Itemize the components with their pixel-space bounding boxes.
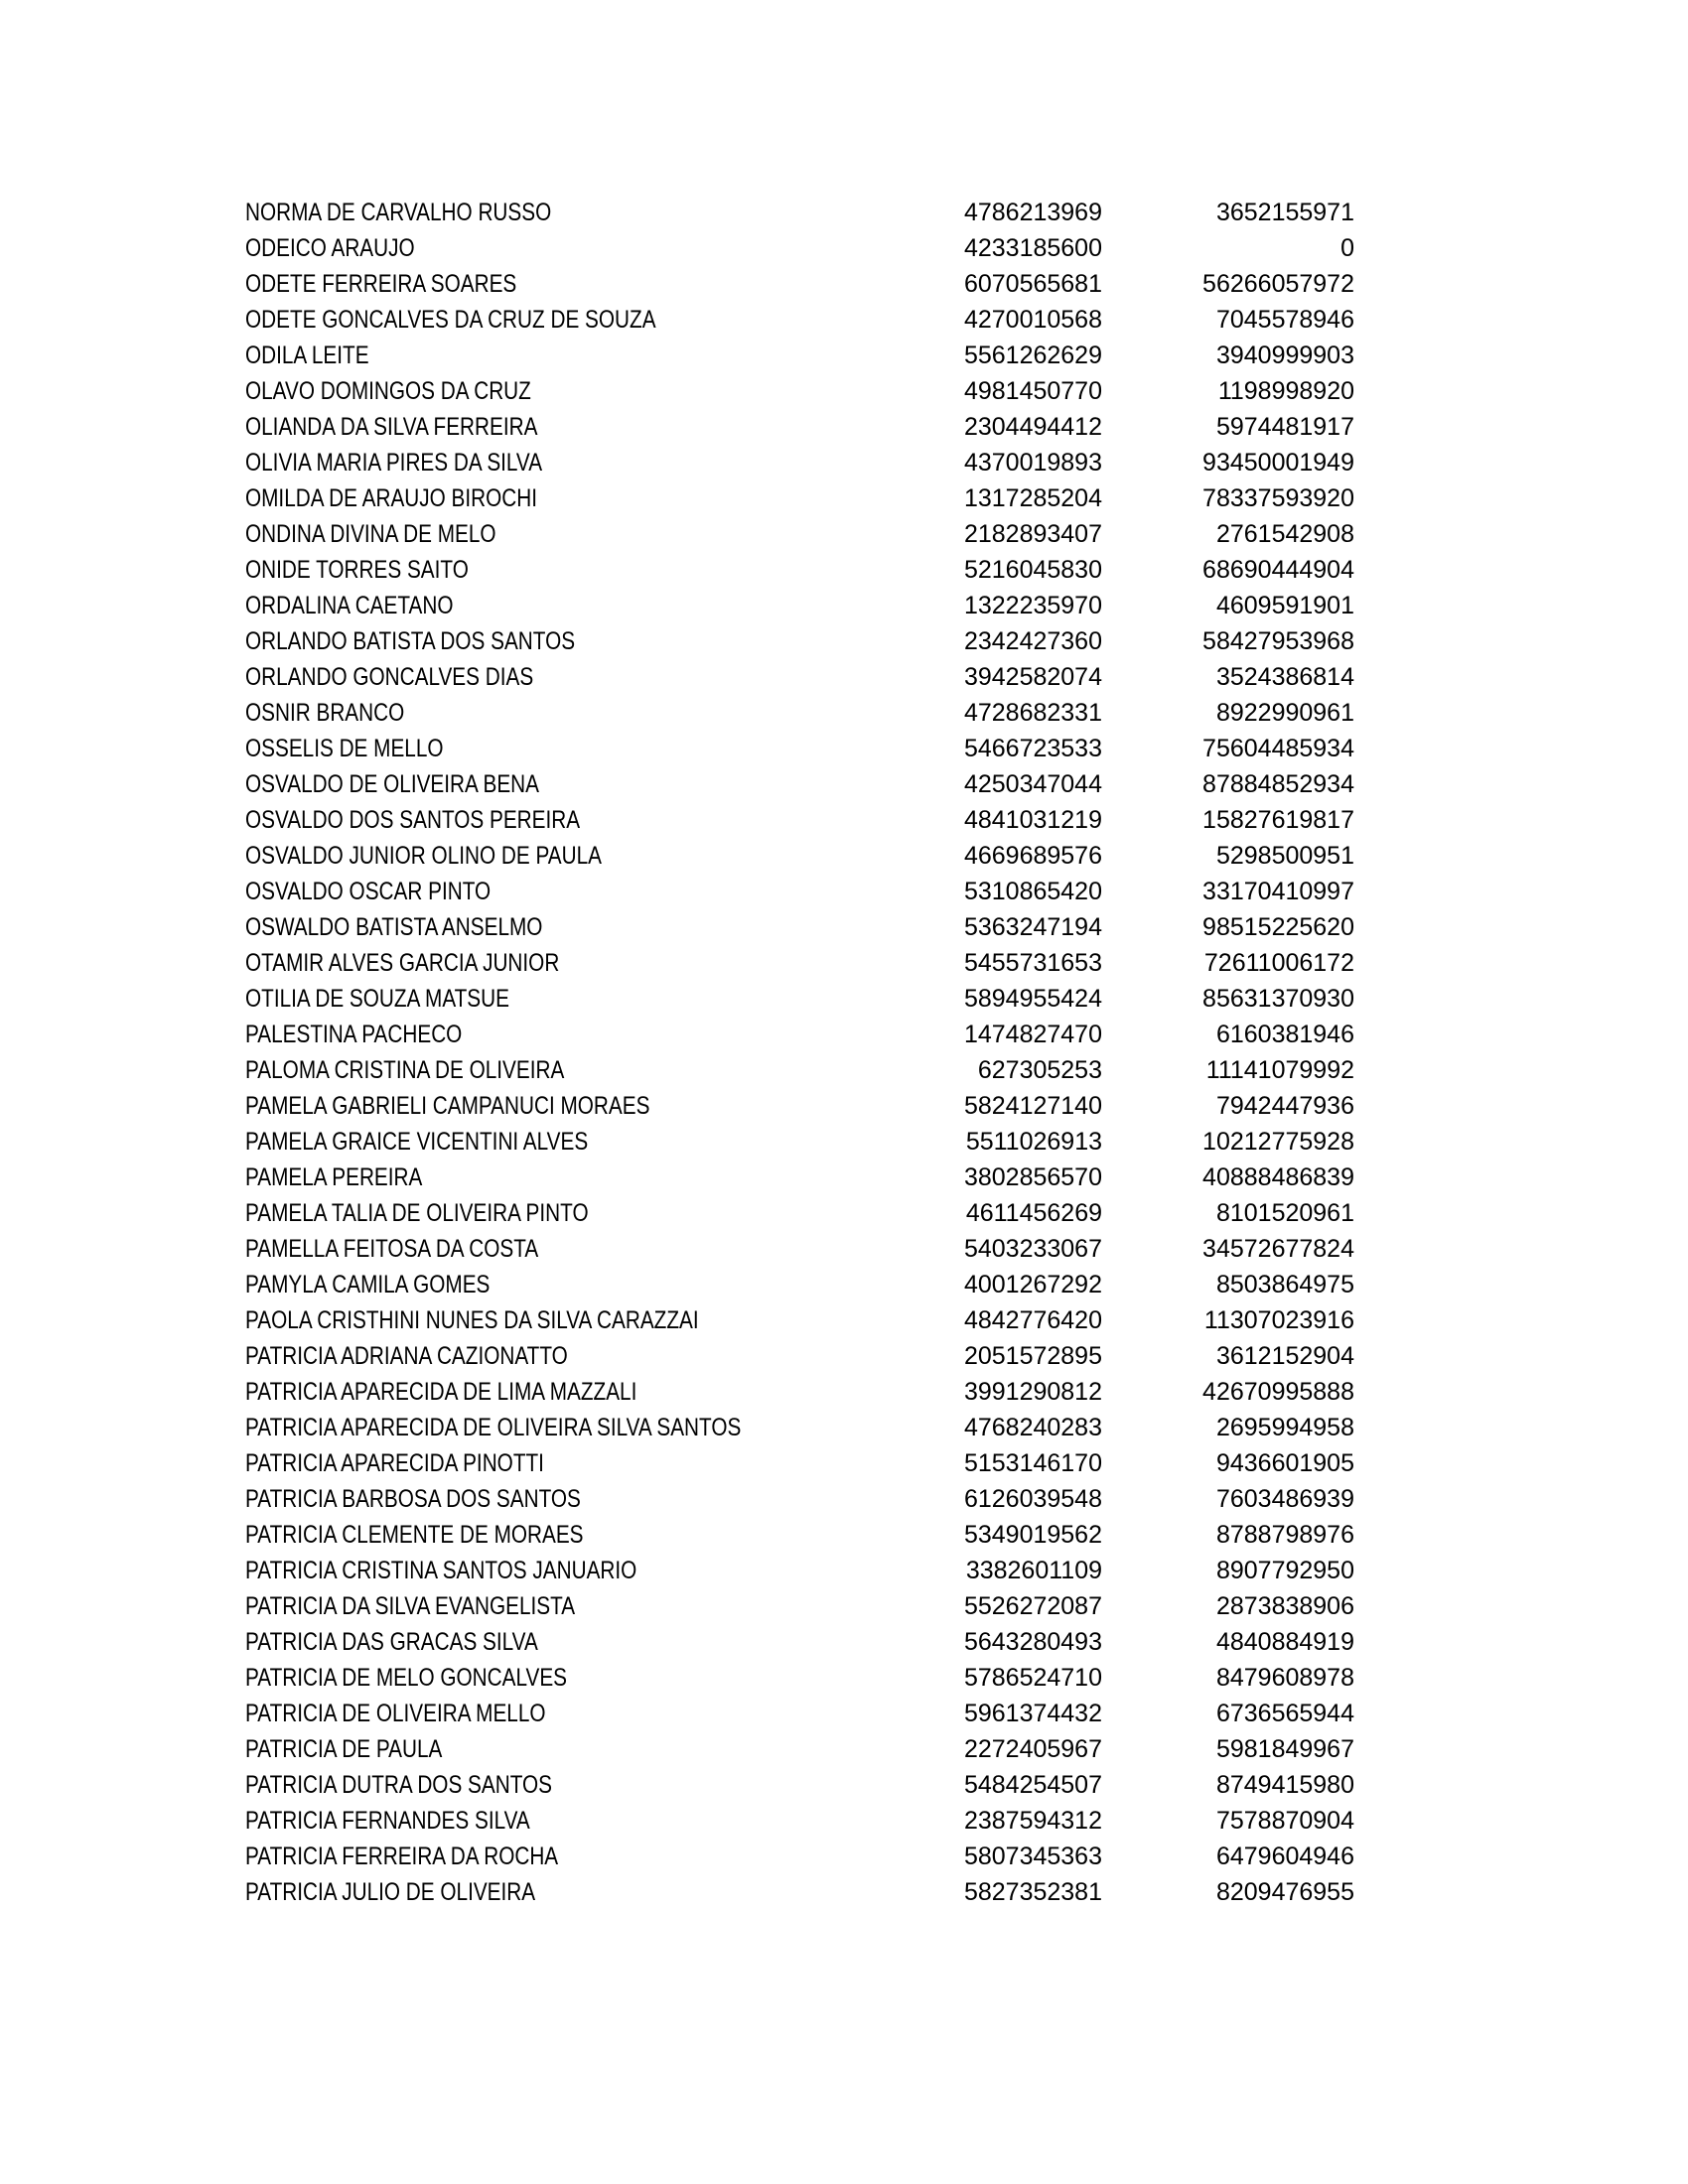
row-name: OSNIR BRANCO — [245, 699, 405, 727]
row-name: PATRICIA DA SILVA EVANGELISTA — [245, 1592, 576, 1620]
table-row — [245, 480, 1354, 516]
row-value-1: 627305253 — [977, 1056, 1102, 1084]
row-value-1: 5561262629 — [963, 341, 1102, 369]
row-value-1: 5526272087 — [963, 1592, 1102, 1620]
row-value-2: 2761542908 — [1215, 520, 1354, 548]
row-value-1: 3991290812 — [963, 1378, 1102, 1406]
table-row — [245, 1660, 1354, 1696]
row-value-1: 2182893407 — [963, 520, 1102, 548]
row-value-2: 68690444904 — [1202, 556, 1354, 584]
table-row — [245, 1338, 1354, 1374]
table-row — [245, 695, 1354, 731]
row-value-1: 5216045830 — [963, 556, 1102, 584]
row-value-2: 3940999903 — [1215, 341, 1354, 369]
table-row — [245, 1052, 1354, 1088]
row-name: ORLANDO BATISTA DOS SANTOS — [245, 627, 576, 655]
row-value-1: 5363247194 — [963, 913, 1102, 941]
row-name: ONDINA DIVINA DE MELO — [245, 520, 496, 548]
row-value-2: 5974481917 — [1215, 413, 1354, 441]
table-row — [245, 552, 1354, 588]
row-value-1: 4669689576 — [963, 842, 1102, 870]
row-value-1: 4842776420 — [963, 1306, 1102, 1334]
row-value-2: 87884852934 — [1202, 770, 1354, 798]
table-row — [245, 373, 1354, 409]
row-value-2: 1198998920 — [1217, 377, 1354, 405]
row-name: ORDALINA CAETANO — [245, 592, 454, 619]
table-row — [245, 302, 1354, 338]
row-name: PALESTINA PACHECO — [245, 1021, 463, 1048]
row-value-2: 78337593920 — [1202, 484, 1354, 512]
row-name: PATRICIA DE MELO GONCALVES — [245, 1664, 568, 1692]
row-value-2: 0 — [1340, 234, 1354, 262]
row-name: PATRICIA DE PAULA — [245, 1735, 443, 1763]
table-row — [245, 1553, 1354, 1588]
row-name: PALOMA CRISTINA DE OLIVEIRA — [245, 1056, 565, 1084]
row-value-1: 3802856570 — [963, 1163, 1102, 1191]
table-row — [245, 945, 1354, 981]
row-name: OSSELIS DE MELLO — [245, 735, 444, 762]
row-value-2: 75604485934 — [1202, 735, 1354, 762]
row-value-2: 9436601905 — [1215, 1449, 1354, 1477]
row-value-1: 5824127140 — [963, 1092, 1102, 1120]
table-row — [245, 659, 1354, 695]
row-value-1: 1474827470 — [963, 1021, 1102, 1048]
row-name: OSVALDO JUNIOR OLINO DE PAULA — [245, 842, 602, 870]
table-row — [245, 1481, 1354, 1517]
row-value-1: 4981450770 — [963, 377, 1102, 405]
row-value-2: 7603486939 — [1215, 1485, 1354, 1513]
row-name: PATRICIA DUTRA DOS SANTOS — [245, 1771, 553, 1799]
row-value-2: 34572677824 — [1202, 1235, 1354, 1263]
row-name: OTAMIR ALVES GARCIA JUNIOR — [245, 949, 560, 977]
row-value-2: 4609591901 — [1215, 592, 1354, 619]
row-value-2: 2695994958 — [1215, 1414, 1354, 1441]
row-value-1: 5786524710 — [963, 1664, 1102, 1692]
row-name: OMILDA DE ARAUJO BIROCHI — [245, 484, 538, 512]
row-value-1: 4768240283 — [963, 1414, 1102, 1441]
row-name: PAMELA TALIA DE OLIVEIRA PINTO — [245, 1199, 589, 1227]
table-row — [245, 1624, 1354, 1660]
row-value-2: 98515225620 — [1202, 913, 1354, 941]
row-value-1: 5310865420 — [963, 878, 1102, 905]
row-name: ODETE FERREIRA SOARES — [245, 270, 517, 298]
table-row — [245, 766, 1354, 802]
row-value-1: 4841031219 — [963, 806, 1102, 834]
row-name: OTILIA DE SOUZA MATSUE — [245, 985, 509, 1013]
row-value-2: 8922990961 — [1215, 699, 1354, 727]
table-row — [245, 230, 1354, 266]
row-name: ODETE GONCALVES DA CRUZ DE SOUZA — [245, 306, 656, 334]
row-name: PATRICIA DE OLIVEIRA MELLO — [245, 1700, 546, 1727]
row-name: OSVALDO OSCAR PINTO — [245, 878, 492, 905]
row-value-1: 6126039548 — [963, 1485, 1102, 1513]
table-row — [245, 1517, 1354, 1553]
table-row — [245, 445, 1354, 480]
table-row — [245, 588, 1354, 623]
row-value-2: 72611006172 — [1203, 949, 1354, 977]
row-name: OLIANDA DA SILVA FERREIRA — [245, 413, 538, 441]
row-value-1: 3942582074 — [963, 663, 1102, 691]
row-value-1: 5455731653 — [963, 949, 1102, 977]
table-row — [245, 1088, 1354, 1124]
row-value-1: 5894955424 — [963, 985, 1102, 1013]
table-row — [245, 338, 1354, 373]
row-value-1: 5153146170 — [963, 1449, 1102, 1477]
table-row — [245, 266, 1354, 302]
row-value-2: 11141079992 — [1205, 1056, 1354, 1084]
row-value-2: 7578870904 — [1215, 1807, 1354, 1835]
row-value-1: 5466723533 — [963, 735, 1102, 762]
row-value-1: 2051572895 — [963, 1342, 1102, 1370]
table-row — [245, 1445, 1354, 1481]
row-name: PATRICIA APARECIDA PINOTTI — [245, 1449, 544, 1477]
table-row — [245, 1839, 1354, 1874]
row-value-1: 2304494412 — [963, 413, 1102, 441]
row-name: PATRICIA CRISTINA SANTOS JANUARIO — [245, 1557, 637, 1584]
table-row — [245, 516, 1354, 552]
table-row — [245, 1267, 1354, 1302]
row-value-1: 4786213969 — [963, 199, 1102, 226]
row-value-2: 58427953968 — [1202, 627, 1354, 655]
row-value-1: 4270010568 — [963, 306, 1102, 334]
row-value-2: 8503864975 — [1215, 1271, 1354, 1298]
row-value-2: 8209476955 — [1215, 1878, 1354, 1906]
table-row — [245, 909, 1354, 945]
table-row — [245, 1231, 1354, 1267]
row-value-2: 42670995888 — [1202, 1378, 1354, 1406]
row-value-2: 8907792950 — [1215, 1557, 1354, 1584]
row-value-2: 11307023916 — [1203, 1306, 1354, 1334]
row-value-1: 5807345363 — [963, 1843, 1102, 1870]
row-value-2: 5981849967 — [1215, 1735, 1354, 1763]
row-value-2: 3524386814 — [1215, 663, 1354, 691]
row-value-2: 56266057972 — [1202, 270, 1354, 298]
row-value-2: 8479608978 — [1215, 1664, 1354, 1692]
row-name: PAMELLA FEITOSA DA COSTA — [245, 1235, 539, 1263]
row-value-1: 5511026913 — [965, 1128, 1102, 1156]
row-name: OLIVIA MARIA PIRES DA SILVA — [245, 449, 543, 477]
records-table — [245, 195, 1354, 1910]
table-row — [245, 802, 1354, 838]
row-value-2: 8101520961 — [1215, 1199, 1354, 1227]
table-row — [245, 731, 1354, 766]
row-value-1: 5484254507 — [963, 1771, 1102, 1799]
table-row — [245, 1160, 1354, 1195]
row-value-2: 8749415980 — [1215, 1771, 1354, 1799]
row-name: PAMELA GRAICE VICENTINI ALVES — [245, 1128, 589, 1156]
row-name: PATRICIA JULIO DE OLIVEIRA — [245, 1878, 536, 1906]
row-name: PATRICIA FERREIRA DA ROCHA — [245, 1843, 559, 1870]
table-row — [245, 1017, 1354, 1052]
row-value-1: 3382601109 — [965, 1557, 1102, 1584]
row-value-2: 6160381946 — [1215, 1021, 1354, 1048]
row-name: OSVALDO DE OLIVEIRA BENA — [245, 770, 539, 798]
table-row — [245, 1302, 1354, 1338]
row-value-2: 2873838906 — [1215, 1592, 1354, 1620]
row-name: ODILA LEITE — [245, 341, 369, 369]
row-name: PAMELA PEREIRA — [245, 1163, 423, 1191]
row-name: ORLANDO GONCALVES DIAS — [245, 663, 534, 691]
row-value-1: 4370019893 — [963, 449, 1102, 477]
row-value-1: 4250347044 — [963, 770, 1102, 798]
table-row — [245, 838, 1354, 874]
row-value-2: 4840884919 — [1215, 1628, 1354, 1656]
row-value-1: 4611456269 — [965, 1199, 1102, 1227]
row-name: PAOLA CRISTHINI NUNES DA SILVA CARAZZAI — [245, 1306, 699, 1334]
row-value-2: 10212775928 — [1202, 1128, 1354, 1156]
row-value-2: 85631370930 — [1202, 985, 1354, 1013]
row-value-1: 1317285204 — [963, 484, 1102, 512]
row-value-2: 15827619817 — [1202, 806, 1354, 834]
row-value-1: 5827352381 — [963, 1878, 1102, 1906]
row-name: OSVALDO DOS SANTOS PEREIRA — [245, 806, 581, 834]
row-name: PATRICIA FERNANDES SILVA — [245, 1807, 530, 1835]
row-value-1: 4233185600 — [963, 234, 1102, 262]
table-row — [245, 1874, 1354, 1910]
table-row — [245, 1374, 1354, 1410]
table-row — [245, 1124, 1354, 1160]
row-name: ONIDE TORRES SAITO — [245, 556, 469, 584]
table-row — [245, 1410, 1354, 1445]
table-row — [245, 409, 1354, 445]
table-row — [245, 874, 1354, 909]
row-value-1: 5961374432 — [963, 1700, 1102, 1727]
row-value-2: 33170410997 — [1202, 878, 1354, 905]
row-value-1: 5643280493 — [963, 1628, 1102, 1656]
row-value-1: 2387594312 — [963, 1807, 1102, 1835]
row-name: PATRICIA DAS GRACAS SILVA — [245, 1628, 538, 1656]
row-value-1: 2342427360 — [963, 627, 1102, 655]
row-value-2: 7942447936 — [1215, 1092, 1354, 1120]
row-name: NORMA DE CARVALHO RUSSO — [245, 199, 552, 226]
table-row — [245, 1195, 1354, 1231]
row-name: ODEICO ARAUJO — [245, 234, 415, 262]
row-value-2: 6479604946 — [1215, 1843, 1354, 1870]
row-value-2: 6736565944 — [1215, 1700, 1354, 1727]
row-value-1: 4728682331 — [963, 699, 1102, 727]
row-value-2: 40888486839 — [1202, 1163, 1354, 1191]
table-row — [245, 1803, 1354, 1839]
row-value-2: 3652155971 — [1215, 199, 1354, 226]
row-value-1: 2272405967 — [963, 1735, 1102, 1763]
table-row — [245, 1731, 1354, 1767]
table-row — [245, 1767, 1354, 1803]
table-row — [245, 981, 1354, 1017]
row-name: OLAVO DOMINGOS DA CRUZ — [245, 377, 531, 405]
row-name: PAMELA GABRIELI CAMPANUCI MORAES — [245, 1092, 650, 1120]
row-value-1: 6070565681 — [963, 270, 1102, 298]
row-value-2: 3612152904 — [1215, 1342, 1354, 1370]
row-name: PATRICIA BARBOSA DOS SANTOS — [245, 1485, 581, 1513]
row-name: PATRICIA ADRIANA CAZIONATTO — [245, 1342, 568, 1370]
row-name: PATRICIA APARECIDA DE LIMA MAZZALI — [245, 1378, 637, 1406]
row-name: OSWALDO BATISTA ANSELMO — [245, 913, 543, 941]
row-value-2: 7045578946 — [1215, 306, 1354, 334]
table-row — [245, 623, 1354, 659]
row-value-1: 5349019562 — [963, 1521, 1102, 1549]
row-value-2: 8788798976 — [1215, 1521, 1354, 1549]
row-name: PAMYLA CAMILA GOMES — [245, 1271, 491, 1298]
row-name: PATRICIA CLEMENTE DE MORAES — [245, 1521, 584, 1549]
row-value-1: 4001267292 — [963, 1271, 1102, 1298]
row-value-2: 93450001949 — [1202, 449, 1354, 477]
row-name: PATRICIA APARECIDA DE OLIVEIRA SILVA SANTOS — [245, 1414, 742, 1441]
row-value-2: 5298500951 — [1215, 842, 1354, 870]
row-value-1: 5403233067 — [963, 1235, 1102, 1263]
table-row — [245, 1696, 1354, 1731]
table-row — [245, 195, 1354, 230]
table-row — [245, 1588, 1354, 1624]
row-value-1: 1322235970 — [963, 592, 1102, 619]
